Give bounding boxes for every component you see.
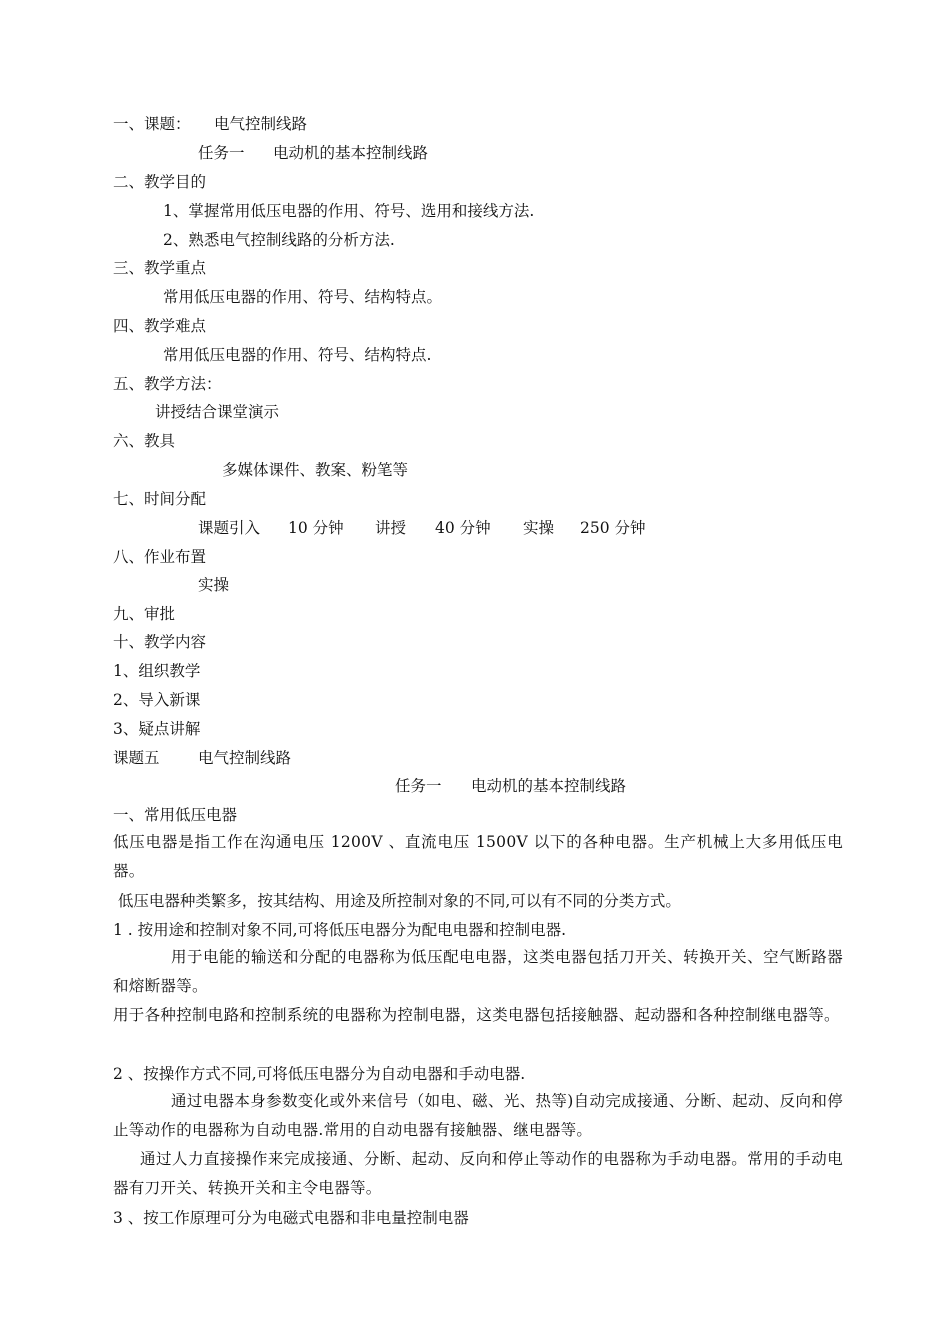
goal-item-1: 1、掌握常用低压电器的作用、符号、选用和接线方法.: [163, 202, 535, 220]
time-item-label: 课题引入: [198, 519, 261, 537]
topic-line: [113, 114, 843, 134]
content-step-1: 1、组织教学: [113, 662, 201, 680]
lesson-subheading: 一、常用低压电器: [113, 806, 238, 824]
goal-heading: 二、教学目的: [113, 173, 207, 191]
time-heading: 七、时间分配: [113, 490, 207, 508]
time-item-label: 讲授: [375, 519, 407, 537]
content-step-3: 3、疑点讲解: [113, 720, 201, 738]
method-text: 讲授结合课堂演示: [155, 403, 280, 421]
paragraph: 通过电器本身参数变化或外来信号（如电、磁、光、热等)自动完成接通、分断、起动、反向和停止等动作的电器称为自动电器.常用的自动电器有接触器、继电器等。: [113, 1092, 843, 1139]
tools-text: 多媒体课件、教案、粉笔等: [222, 461, 409, 479]
topic-value: 电气控制线路: [214, 115, 308, 133]
time-item-label: 实操: [523, 519, 555, 537]
lesson-task-line: [113, 776, 843, 796]
lesson-task-value: 电动机的基本控制线路: [471, 777, 627, 795]
content-heading: 十、教学内容: [113, 633, 207, 651]
task-line: [113, 143, 843, 163]
lesson-topic-value: 电气控制线路: [198, 749, 292, 767]
paragraph: 低压电器是指工作在沟通电压 1200V 、直流电压 1500V 以下的各种电器。生产机械上大多用低压电器。: [113, 833, 843, 880]
topic-label: 一、课题：: [113, 115, 191, 133]
time-item-value: 250 分钟: [580, 519, 646, 537]
time-item-value: 40 分钟: [435, 519, 491, 537]
paragraph: 通过人力直接操作来完成接通、分断、起动、反向和停止等动作的电器称为手动电器。常用的手动电器有刀开关、转换开关和主令电器等。: [113, 1150, 843, 1197]
time-item-value: 10 分钟: [288, 519, 344, 537]
lesson-task-label: 任务一: [395, 777, 442, 795]
method-heading: 五、教学方法：: [113, 375, 222, 393]
paragraph: 用于电能的输送和分配的电器称为低压配电电器，这类电器包括刀开关、转换开关、空气断路器和熔断器等。: [113, 948, 843, 995]
difficult-text: 常用低压电器的作用、符号、结构特点.: [163, 346, 432, 364]
difficult-heading: 四、教学难点: [113, 317, 207, 335]
approval-heading: 九、审批: [113, 605, 176, 623]
homework-text: 实操: [198, 576, 230, 594]
paragraph: 用于各种控制电路和控制系统的电器称为控制电器，这类电器包括接触器、起动器和各种控制继电器等。: [113, 1006, 840, 1024]
task-label: 任务一: [198, 144, 245, 162]
lesson-topic-label: 课题五: [113, 749, 160, 767]
lesson-topic-line: [113, 748, 843, 768]
key-text: 常用低压电器的作用、符号、结构特点。: [163, 288, 443, 306]
homework-heading: 八、作业布置: [113, 548, 207, 566]
paragraph: 3 、按工作原理可分为电磁式电器和非电量控制电器: [113, 1209, 469, 1227]
paragraph: 1 . 按用途和控制对象不同,可将低压电器分为配电电器和控制电器.: [113, 921, 566, 939]
content-step-2: 2、导入新课: [113, 691, 201, 709]
paragraph: 2 、按操作方式不同,可将低压电器分为自动电器和手动电器.: [113, 1065, 526, 1083]
key-heading: 三、教学重点: [113, 259, 207, 277]
paragraph: 低压电器种类繁多，按其结构、用途及所控制对象的不同,可以有不同的分类方式。: [113, 892, 681, 910]
tools-heading: 六、教具: [113, 432, 176, 450]
goal-item-2: 2、熟悉电气控制线路的分析方法.: [163, 231, 395, 249]
time-allocation-line: [113, 518, 843, 538]
task-value: 电动机的基本控制线路: [273, 144, 429, 162]
